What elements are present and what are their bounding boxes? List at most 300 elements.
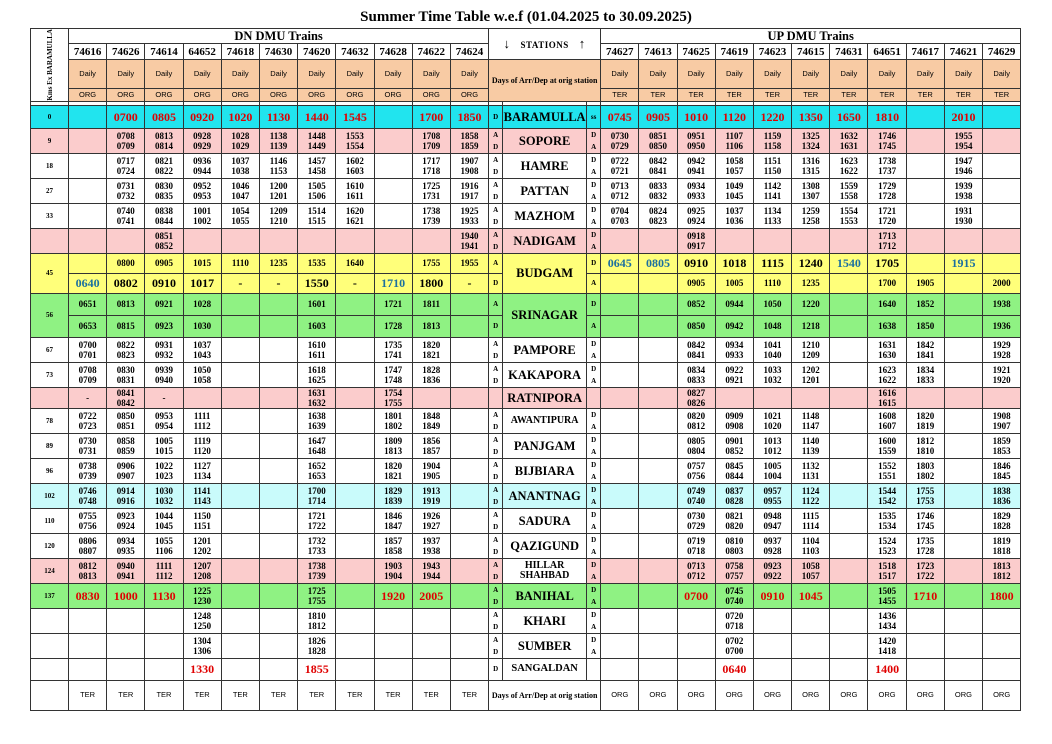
- dn-time: 0722 0723: [69, 408, 107, 433]
- up-time: 1259 1258: [792, 203, 830, 228]
- dn-time: [107, 633, 145, 658]
- up-time: 0905: [639, 105, 677, 128]
- up-train-number: 74621: [944, 44, 982, 60]
- dn-time: 0906 0907: [107, 458, 145, 483]
- dn-time: [450, 362, 488, 387]
- table-row: [31, 228, 1021, 253]
- dn-time: 1201 1202: [183, 533, 221, 558]
- dn-time: 1721 1722: [298, 508, 336, 533]
- arr-dep-marker: D A: [587, 458, 601, 483]
- arr-dep-marker: D A: [587, 608, 601, 633]
- km-cell: 33: [31, 203, 69, 228]
- table-row: [31, 458, 1021, 483]
- up-time: 1554 1553: [830, 203, 868, 228]
- dn-time: [107, 658, 145, 680]
- table-row: [31, 153, 1021, 178]
- dn-time: 0923: [145, 315, 183, 337]
- up-time: [906, 633, 944, 658]
- up-days: Daily: [868, 60, 906, 89]
- up-time: [639, 433, 677, 458]
- dn-time: 1440: [298, 105, 336, 128]
- up-time: 1037 1036: [715, 203, 753, 228]
- up-time: 0640: [715, 658, 753, 680]
- km-cell: 73: [31, 362, 69, 387]
- up-time: 1104 1103: [792, 533, 830, 558]
- dn-time: 1717 1718: [412, 153, 450, 178]
- km-cell: [31, 633, 69, 658]
- station-name: HILLAR SHAHBAD: [503, 558, 587, 583]
- up-time: [983, 608, 1021, 633]
- table-row: [31, 29, 1021, 44]
- up-time: 0757 0756: [677, 458, 715, 483]
- dn-time: 1828 1836: [412, 362, 450, 387]
- dn-footer: TER: [259, 680, 297, 710]
- up-time: 1420 1418: [868, 633, 906, 658]
- dn-time: [221, 293, 259, 315]
- arr-dep-marker: A D: [489, 203, 503, 228]
- up-days: Daily: [753, 60, 791, 89]
- dn-time: [259, 387, 297, 408]
- arr-dep-marker: [587, 658, 601, 680]
- up-time: [906, 153, 944, 178]
- up-orig: TER: [639, 88, 677, 101]
- up-time: [830, 408, 868, 433]
- up-time: [830, 228, 868, 253]
- dn-days: Daily: [259, 60, 297, 89]
- up-time: [601, 608, 639, 633]
- dn-time: [221, 337, 259, 362]
- up-time: 1552 1551: [868, 458, 906, 483]
- dn-time: 1708 1709: [412, 128, 450, 153]
- up-footer: ORG: [715, 680, 753, 710]
- arr-dep-marker: A D: [489, 608, 503, 633]
- up-days: Daily: [906, 60, 944, 89]
- up-orig: TER: [715, 88, 753, 101]
- dn-time: [374, 178, 412, 203]
- dn-time: [259, 558, 297, 583]
- dn-time: 1050 1058: [183, 362, 221, 387]
- dn-time: [450, 408, 488, 433]
- station-name: PATTAN: [503, 178, 587, 203]
- up-time: 1921 1920: [983, 362, 1021, 387]
- up-time: 0700: [677, 583, 715, 608]
- dn-days: Daily: [412, 60, 450, 89]
- up-time: [753, 633, 791, 658]
- up-time: 0851 0850: [639, 128, 677, 153]
- dn-time: [450, 315, 488, 337]
- up-time: [715, 228, 753, 253]
- up-time: 1535 1534: [868, 508, 906, 533]
- dn-time: 1700: [412, 105, 450, 128]
- km-cell: [31, 608, 69, 633]
- up-footer: ORG: [792, 680, 830, 710]
- up-days: Daily: [715, 60, 753, 89]
- dn-time: 0800: [107, 253, 145, 273]
- dn-footer: TER: [69, 680, 107, 710]
- dn-time: -: [259, 273, 297, 293]
- up-time: 0833 0832: [639, 178, 677, 203]
- dn-time: [412, 228, 450, 253]
- up-time: 1721 1720: [868, 203, 906, 228]
- dn-time: [221, 228, 259, 253]
- up-time: [830, 387, 868, 408]
- table-row: [31, 508, 1021, 533]
- dn-time: 0653: [69, 315, 107, 337]
- up-time: [830, 483, 868, 508]
- up-time: 1220: [753, 105, 791, 128]
- up-time: [601, 533, 639, 558]
- up-days: Daily: [677, 60, 715, 89]
- up-time: 0810 0803: [715, 533, 753, 558]
- dn-time: 1848 1849: [412, 408, 450, 433]
- up-time: 1148 1147: [792, 408, 830, 433]
- up-time: 0745: [601, 105, 639, 128]
- dn-time: 1235: [259, 253, 297, 273]
- up-time: [830, 337, 868, 362]
- up-time: [639, 558, 677, 583]
- up-time: [944, 533, 982, 558]
- table-row: [31, 483, 1021, 508]
- up-days: Daily: [601, 60, 639, 89]
- station-name: BIJBIARA: [503, 458, 587, 483]
- up-time: 0922 0921: [715, 362, 753, 387]
- dn-orig: ORG: [107, 88, 145, 101]
- dn-time: [259, 633, 297, 658]
- dn-time: 0923 0924: [107, 508, 145, 533]
- dn-time: [336, 658, 374, 680]
- up-time: 1600 1559: [868, 433, 906, 458]
- up-time: [983, 178, 1021, 203]
- dn-time: 1110: [221, 253, 259, 273]
- up-footer: ORG: [868, 680, 906, 710]
- arr-dep-marker: A D: [489, 178, 503, 203]
- up-arrow-icon: ↑: [578, 35, 586, 51]
- station-name: BUDGAM: [503, 253, 587, 293]
- dn-time: 1330: [183, 658, 221, 680]
- up-time: 1308 1307: [792, 178, 830, 203]
- up-footer: ORG: [983, 680, 1021, 710]
- dn-time: 1028 1029: [221, 128, 259, 153]
- up-time: 1220: [792, 293, 830, 315]
- up-time: 1049 1045: [715, 178, 753, 203]
- up-time: 0923 0922: [753, 558, 791, 583]
- up-time: [944, 228, 982, 253]
- dn-time: [450, 583, 488, 608]
- dn-time: 0928 0929: [183, 128, 221, 153]
- up-time: [601, 228, 639, 253]
- dn-days: Daily: [221, 60, 259, 89]
- up-time: 0842 0841: [639, 153, 677, 178]
- up-orig: TER: [983, 88, 1021, 101]
- up-time: 0948 0947: [753, 508, 791, 533]
- up-time: [830, 608, 868, 633]
- up-group-header: UP DMU Trains: [601, 29, 1021, 44]
- dn-time: -: [221, 273, 259, 293]
- dn-time: -: [450, 273, 488, 293]
- dn-time: 1119 1120: [183, 433, 221, 458]
- dn-train-number: 74620: [298, 44, 336, 60]
- dn-time: [69, 633, 107, 658]
- dn-time: 1225 1230: [183, 583, 221, 608]
- dn-time: 1631 1632: [298, 387, 336, 408]
- dn-time: [107, 608, 145, 633]
- dn-time: [259, 408, 297, 433]
- km-cell: [31, 228, 69, 253]
- up-time: [944, 293, 982, 315]
- arr-dep-marker: A D: [489, 408, 503, 433]
- dn-time: [412, 658, 450, 680]
- dn-orig: ORG: [412, 88, 450, 101]
- up-train-number: 74631: [830, 44, 868, 60]
- up-time: 1810: [868, 105, 906, 128]
- up-orig: TER: [677, 88, 715, 101]
- dn-footer: TER: [221, 680, 259, 710]
- dn-time: [336, 293, 374, 315]
- dn-time: 0910: [145, 273, 183, 293]
- arr-dep-marker: A: [489, 253, 503, 273]
- dn-time: [450, 508, 488, 533]
- dn-days: Daily: [183, 60, 221, 89]
- dn-time: 1015: [183, 253, 221, 273]
- dn-orig: ORG: [221, 88, 259, 101]
- dn-orig: ORG: [336, 88, 374, 101]
- dn-time: [69, 178, 107, 203]
- dn-time: 1207 1208: [183, 558, 221, 583]
- up-time: 0845 0844: [715, 458, 753, 483]
- km-cell: 78: [31, 408, 69, 433]
- dn-time: [259, 228, 297, 253]
- up-time: [983, 633, 1021, 658]
- dn-time: [374, 105, 412, 128]
- dn-time: [450, 293, 488, 315]
- table-row: [31, 387, 1021, 408]
- up-time: [944, 408, 982, 433]
- dn-time: 1916 1917: [450, 178, 488, 203]
- dn-days: Daily: [450, 60, 488, 89]
- up-time: 1240: [792, 253, 830, 273]
- up-time: 0918 0917: [677, 228, 715, 253]
- dn-time: 1857 1858: [374, 533, 412, 558]
- dn-time: 0934 0935: [107, 533, 145, 558]
- up-time: 0942 0941: [677, 153, 715, 178]
- up-time: 0713 0712: [677, 558, 715, 583]
- arr-dep-marker: D: [489, 658, 503, 680]
- arr-dep-marker: [489, 387, 503, 408]
- dn-time: 1535: [298, 253, 336, 273]
- dn-time: 1640: [336, 253, 374, 273]
- up-time: 1505 1455: [868, 583, 906, 608]
- station-name: PAMPORE: [503, 337, 587, 362]
- up-time: 0745 0740: [715, 583, 753, 608]
- up-time: 1936: [983, 315, 1021, 337]
- up-orig: TER: [601, 88, 639, 101]
- dn-time: [336, 228, 374, 253]
- station-name: SOPORE: [503, 128, 587, 153]
- dn-orig: ORG: [298, 88, 336, 101]
- dn-time: [336, 508, 374, 533]
- table-row: [31, 633, 1021, 658]
- up-time: [639, 658, 677, 680]
- dn-time: 1111 1112: [145, 558, 183, 583]
- dn-time: 0813 0814: [145, 128, 183, 153]
- dn-time: 1858 1859: [450, 128, 488, 153]
- km-header: Kms Ex BARAMULLA: [31, 29, 69, 102]
- dn-time: [69, 128, 107, 153]
- dn-time: [69, 105, 107, 128]
- dn-time: 1457 1458: [298, 153, 336, 178]
- up-time: 0758 0757: [715, 558, 753, 583]
- dn-time: 1448 1449: [298, 128, 336, 153]
- dn-time: 0806 0807: [69, 533, 107, 558]
- up-time: 1938: [983, 293, 1021, 315]
- arr-dep-marker: D: [587, 293, 601, 315]
- dn-time: 1000: [107, 583, 145, 608]
- dn-time: 1146 1153: [259, 153, 297, 178]
- dn-time: 0952 0953: [183, 178, 221, 203]
- up-time: [830, 658, 868, 680]
- up-time: [677, 608, 715, 633]
- up-footer: ORG: [906, 680, 944, 710]
- up-time: [639, 533, 677, 558]
- dn-time: 1505 1506: [298, 178, 336, 203]
- up-time: [601, 433, 639, 458]
- up-time: [830, 583, 868, 608]
- dn-time: 0905: [145, 253, 183, 273]
- dn-time: 1111 1112: [183, 408, 221, 433]
- dn-time: 1810 1812: [298, 608, 336, 633]
- up-time: 1931 1930: [944, 203, 982, 228]
- up-train-number: 74627: [601, 44, 639, 60]
- up-days: Daily: [792, 60, 830, 89]
- dn-time: 1610 1611: [298, 337, 336, 362]
- table-row: [31, 433, 1021, 458]
- dn-time: [69, 203, 107, 228]
- dn-train-number: 64652: [183, 44, 221, 60]
- station-name: KAKAPORA: [503, 362, 587, 387]
- up-time: [906, 128, 944, 153]
- up-orig: TER: [906, 88, 944, 101]
- dn-time: [336, 433, 374, 458]
- dn-time: 1028: [183, 293, 221, 315]
- km-cell: 56: [31, 293, 69, 337]
- dn-time: [221, 483, 259, 508]
- page-title: Summer Time Table w.e.f (01.04.2025 to 30.09.2025): [360, 9, 692, 25]
- dn-time: [69, 153, 107, 178]
- up-time: [753, 658, 791, 680]
- up-time: [944, 273, 982, 293]
- dn-time: 1022 1023: [145, 458, 183, 483]
- dn-time: [374, 203, 412, 228]
- up-time: [944, 362, 982, 387]
- up-time: 1210 1209: [792, 337, 830, 362]
- up-time: [906, 658, 944, 680]
- dn-time: 0651: [69, 293, 107, 315]
- dn-time: 0640: [69, 273, 107, 293]
- dn-time: [69, 658, 107, 680]
- up-time: 0957 0955: [753, 483, 791, 508]
- table-row: [31, 408, 1021, 433]
- arr-dep-marker: A D: [489, 633, 503, 658]
- up-time: 1005 1004: [753, 458, 791, 483]
- up-days: Daily: [639, 60, 677, 89]
- dn-time: 1725 1731: [412, 178, 450, 203]
- dn-time: 0731 0732: [107, 178, 145, 203]
- up-time: 1820 1819: [906, 408, 944, 433]
- station-name: SANGALDAN: [503, 658, 587, 680]
- up-time: [944, 558, 982, 583]
- dn-time: 0708 0709: [107, 128, 145, 153]
- dn-time: 2005: [412, 583, 450, 608]
- up-time: [601, 458, 639, 483]
- arr-dep-marker: A D: [489, 483, 503, 508]
- up-time: 0934 0933: [677, 178, 715, 203]
- up-time: 1018: [715, 253, 753, 273]
- dn-footer: TER: [412, 680, 450, 710]
- dn-time: 1037 1038: [221, 153, 259, 178]
- up-time: 1632 1631: [830, 128, 868, 153]
- km-cell: 120: [31, 533, 69, 558]
- dn-time: 1150 1151: [183, 508, 221, 533]
- up-time: 1710: [906, 583, 944, 608]
- dn-time: 0700 0701: [69, 337, 107, 362]
- dn-train-number: 74616: [69, 44, 107, 60]
- up-time: 1819 1818: [983, 533, 1021, 558]
- up-train-number: 74617: [906, 44, 944, 60]
- station-name: SRINAGAR: [503, 293, 587, 337]
- dn-time: [259, 362, 297, 387]
- up-time: [906, 178, 944, 203]
- station-name: QAZIGUND: [503, 533, 587, 558]
- km-cell: 89: [31, 433, 69, 458]
- up-time: [753, 608, 791, 633]
- dn-time: [259, 608, 297, 633]
- arr-dep-marker: A D: [489, 583, 503, 608]
- dn-time: 1735 1741: [374, 337, 412, 362]
- up-time: 1803 1802: [906, 458, 944, 483]
- table-row: [31, 293, 1021, 315]
- dn-time: 1618 1625: [298, 362, 336, 387]
- dn-time: [374, 153, 412, 178]
- dn-train-number: 74614: [145, 44, 183, 60]
- up-time: 1746 1745: [868, 128, 906, 153]
- arr-dep-marker: D A: [587, 203, 601, 228]
- dn-time: 1728: [374, 315, 412, 337]
- up-orig: TER: [753, 88, 791, 101]
- up-time: [601, 315, 639, 337]
- dn-time: [145, 608, 183, 633]
- dn-time: [259, 583, 297, 608]
- dn-time: 0830 0835: [145, 178, 183, 203]
- dn-time: 1754 1755: [374, 387, 412, 408]
- km-cell: 137: [31, 583, 69, 608]
- dn-time: [221, 533, 259, 558]
- up-time: 1915: [944, 253, 982, 273]
- arr-dep-marker: A: [587, 273, 601, 293]
- up-time: 1107 1106: [715, 128, 753, 153]
- dn-time: [221, 558, 259, 583]
- up-time: 0937 0928: [753, 533, 791, 558]
- arr-dep-marker: ss: [587, 105, 601, 128]
- dn-time: 0717 0724: [107, 153, 145, 178]
- up-time: 0834 0833: [677, 362, 715, 387]
- timetable: [30, 28, 1021, 711]
- dn-time: 0755 0756: [69, 508, 107, 533]
- up-time: 1124 1122: [792, 483, 830, 508]
- dn-time: [450, 337, 488, 362]
- up-time: [944, 483, 982, 508]
- up-time: [830, 362, 868, 387]
- up-time: 1010: [677, 105, 715, 128]
